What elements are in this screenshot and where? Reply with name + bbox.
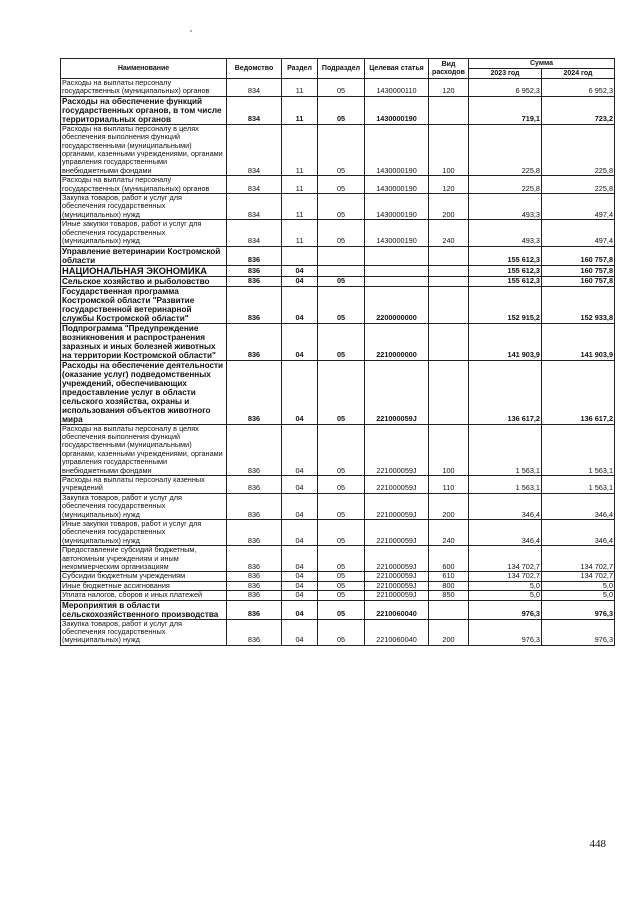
row-2024: 346,4 bbox=[542, 519, 615, 545]
row-2023: 719,1 bbox=[469, 96, 542, 124]
row-razdel: 04 bbox=[282, 265, 318, 276]
row-2024: 134 702,7 bbox=[542, 572, 615, 581]
row-2023: 134 702,7 bbox=[469, 546, 542, 572]
row-target bbox=[365, 246, 429, 265]
row-name: Государственная программа Костромской области "Развитие государственной ветеринарной службы Костромской области" bbox=[61, 286, 227, 323]
row-target: 221000059J bbox=[365, 546, 429, 572]
row-podrazdel: 05 bbox=[318, 519, 365, 545]
row-target: 221000059J bbox=[365, 572, 429, 581]
row-vid bbox=[429, 600, 469, 619]
row-podrazdel: 05 bbox=[318, 96, 365, 124]
row-name: Расходы на выплаты персоналу казенных учреждений bbox=[61, 475, 227, 493]
row-2023: 152 915,2 bbox=[469, 286, 542, 323]
row-2023: 134 702,7 bbox=[469, 572, 542, 581]
row-2024: 976,3 bbox=[542, 600, 615, 619]
row-2024: 5,0 bbox=[542, 591, 615, 600]
row-name: Расходы на обеспечение функций государственных органов, в том числе территориальных органов bbox=[61, 96, 227, 124]
row-name: Расходы на выплаты персоналу государственных (муниципальных) органов bbox=[61, 79, 227, 97]
row-name: Субсидии бюджетным учреждениям bbox=[61, 572, 227, 581]
row-name: Закупка товаров, работ и услуг для обеспечения государственных (муниципальных) нужд bbox=[61, 194, 227, 220]
table-row bbox=[61, 286, 615, 323]
table-row bbox=[61, 276, 615, 286]
row-vedomstvo: 834 bbox=[227, 176, 282, 194]
row-2024: 225,8 bbox=[542, 124, 615, 175]
row-razdel: 04 bbox=[282, 619, 318, 645]
row-vedomstvo: 836 bbox=[227, 246, 282, 265]
row-razdel: 04 bbox=[282, 475, 318, 493]
row-vid: 800 bbox=[429, 581, 469, 590]
row-2023: 155 612,3 bbox=[469, 265, 542, 276]
table-row bbox=[61, 124, 615, 175]
row-2023: 1 563,1 bbox=[469, 424, 542, 475]
row-2024: 497,4 bbox=[542, 220, 615, 246]
row-vedomstvo: 836 bbox=[227, 286, 282, 323]
table-body bbox=[61, 79, 615, 646]
row-vid: 200 bbox=[429, 493, 469, 519]
row-vedomstvo: 836 bbox=[227, 493, 282, 519]
row-name: Иные закупки товаров, работ и услуг для обеспечения государственных (муниципальных) нужд bbox=[61, 519, 227, 545]
row-name: Подпрограмма "Предупреждение возникновения и распространения заразных и иных болезней животных на территории Костромской области" bbox=[61, 323, 227, 360]
row-vid bbox=[429, 246, 469, 265]
row-vedomstvo: 836 bbox=[227, 581, 282, 590]
table-row bbox=[61, 265, 615, 276]
row-2024: 346,4 bbox=[542, 493, 615, 519]
row-target: 221000059J bbox=[365, 360, 429, 424]
row-vid bbox=[429, 286, 469, 323]
row-vid: 600 bbox=[429, 546, 469, 572]
row-target: 221000059J bbox=[365, 424, 429, 475]
row-2024: 141 903,9 bbox=[542, 323, 615, 360]
row-target bbox=[365, 276, 429, 286]
row-2023: 5,0 bbox=[469, 581, 542, 590]
row-vid: 850 bbox=[429, 591, 469, 600]
row-vid bbox=[429, 96, 469, 124]
row-2024: 5,0 bbox=[542, 581, 615, 590]
col-target-header: Целевая статья bbox=[365, 59, 429, 79]
row-vedomstvo: 836 bbox=[227, 360, 282, 424]
row-razdel: 11 bbox=[282, 79, 318, 97]
row-podrazdel: 05 bbox=[318, 475, 365, 493]
table-row bbox=[61, 546, 615, 572]
row-2023: 976,3 bbox=[469, 619, 542, 645]
row-vid: 240 bbox=[429, 220, 469, 246]
col-2023-header: 2023 год bbox=[469, 69, 542, 79]
table-row bbox=[61, 96, 615, 124]
row-vid bbox=[429, 276, 469, 286]
row-target: 2210060040 bbox=[365, 600, 429, 619]
table-row bbox=[61, 79, 615, 97]
row-podrazdel: 05 bbox=[318, 323, 365, 360]
row-razdel: 04 bbox=[282, 519, 318, 545]
row-name: Расходы на выплаты персоналу в целях обеспечения выполнения функций государственными (муниципальными) органами, казенными учреждениями, органами управления государственными внебюджетными фондами bbox=[61, 124, 227, 175]
row-2023: 976,3 bbox=[469, 600, 542, 619]
row-name: Иные бюджетные ассигнования bbox=[61, 581, 227, 590]
row-target: 1430000110 bbox=[365, 79, 429, 97]
row-2024: 1 563,1 bbox=[542, 424, 615, 475]
row-target: 221000059J bbox=[365, 475, 429, 493]
row-podrazdel: 05 bbox=[318, 424, 365, 475]
row-2024: 723,2 bbox=[542, 96, 615, 124]
row-vid: 200 bbox=[429, 194, 469, 220]
row-target: 1430000190 bbox=[365, 220, 429, 246]
row-vedomstvo: 836 bbox=[227, 619, 282, 645]
row-podrazdel: 05 bbox=[318, 572, 365, 581]
row-2023: 6 952,3 bbox=[469, 79, 542, 97]
row-podrazdel: 05 bbox=[318, 286, 365, 323]
row-podrazdel: 05 bbox=[318, 360, 365, 424]
row-vedomstvo: 836 bbox=[227, 276, 282, 286]
row-razdel: 04 bbox=[282, 493, 318, 519]
row-vedomstvo: 836 bbox=[227, 475, 282, 493]
row-razdel: 04 bbox=[282, 276, 318, 286]
row-podrazdel: 05 bbox=[318, 493, 365, 519]
table-row bbox=[61, 360, 615, 424]
table-row bbox=[61, 176, 615, 194]
row-2023: 5,0 bbox=[469, 591, 542, 600]
table-row bbox=[61, 194, 615, 220]
row-name: НАЦИОНАЛЬНАЯ ЭКОНОМИКА bbox=[61, 265, 227, 276]
row-podrazdel: 05 bbox=[318, 619, 365, 645]
row-2023: 155 612,3 bbox=[469, 276, 542, 286]
row-razdel: 04 bbox=[282, 572, 318, 581]
col-podrazdel-header: Подраздел bbox=[318, 59, 365, 79]
row-2024: 160 757,8 bbox=[542, 246, 615, 265]
row-vedomstvo: 834 bbox=[227, 96, 282, 124]
row-target bbox=[365, 265, 429, 276]
row-2024: 160 757,8 bbox=[542, 276, 615, 286]
row-vedomstvo: 834 bbox=[227, 194, 282, 220]
row-razdel: 11 bbox=[282, 194, 318, 220]
row-vedomstvo: 834 bbox=[227, 124, 282, 175]
row-razdel: 04 bbox=[282, 360, 318, 424]
table-row bbox=[61, 246, 615, 265]
row-razdel: 04 bbox=[282, 323, 318, 360]
row-podrazdel: 05 bbox=[318, 581, 365, 590]
row-name: Предоставление субсидий бюджетным, автономным учреждениям и иным некоммерческим организациям bbox=[61, 546, 227, 572]
row-name: Сельское хозяйство и рыболовство bbox=[61, 276, 227, 286]
row-2024: 134 702,7 bbox=[542, 546, 615, 572]
row-vedomstvo: 836 bbox=[227, 424, 282, 475]
row-podrazdel: 05 bbox=[318, 591, 365, 600]
row-target: 1430000190 bbox=[365, 124, 429, 175]
row-vedomstvo: 834 bbox=[227, 220, 282, 246]
row-vid: 610 bbox=[429, 572, 469, 581]
col-2024-header: 2024 год bbox=[542, 69, 615, 79]
row-razdel: 04 bbox=[282, 546, 318, 572]
row-podrazdel: 05 bbox=[318, 79, 365, 97]
table-row bbox=[61, 591, 615, 600]
row-name: Мероприятия в области сельскохозяйственного производства bbox=[61, 600, 227, 619]
row-name: Закупка товаров, работ и услуг для обеспечения государственных (муниципальных) нужд bbox=[61, 619, 227, 645]
row-target: 2210000000 bbox=[365, 323, 429, 360]
row-razdel: 04 bbox=[282, 600, 318, 619]
row-name: Расходы на выплаты персоналу государственных (муниципальных) органов bbox=[61, 176, 227, 194]
row-target: 1430000190 bbox=[365, 194, 429, 220]
row-podrazdel: 05 bbox=[318, 276, 365, 286]
table-row bbox=[61, 519, 615, 545]
row-vid bbox=[429, 323, 469, 360]
row-vid: 100 bbox=[429, 424, 469, 475]
row-target: 1430000190 bbox=[365, 96, 429, 124]
row-razdel bbox=[282, 246, 318, 265]
row-podrazdel: 05 bbox=[318, 124, 365, 175]
row-2023: 1 563,1 bbox=[469, 475, 542, 493]
table-row bbox=[61, 424, 615, 475]
row-razdel: 04 bbox=[282, 581, 318, 590]
row-razdel: 04 bbox=[282, 591, 318, 600]
table-row bbox=[61, 619, 615, 645]
row-podrazdel: 05 bbox=[318, 220, 365, 246]
budget-table bbox=[60, 58, 615, 646]
row-podrazdel bbox=[318, 246, 365, 265]
row-target: 221000059J bbox=[365, 581, 429, 590]
table-header bbox=[61, 59, 615, 79]
row-2023: 141 903,9 bbox=[469, 323, 542, 360]
col-vedomstvo-header: Ведомство bbox=[227, 59, 282, 79]
row-razdel: 11 bbox=[282, 220, 318, 246]
row-2023: 136 617,2 bbox=[469, 360, 542, 424]
table-row bbox=[61, 572, 615, 581]
row-2024: 160 757,8 bbox=[542, 265, 615, 276]
row-target: 221000059J bbox=[365, 591, 429, 600]
row-podrazdel: 05 bbox=[318, 176, 365, 194]
page-number: 448 bbox=[589, 838, 606, 850]
row-2024: 497,4 bbox=[542, 194, 615, 220]
row-2023: 346,4 bbox=[469, 519, 542, 545]
row-2023: 493,3 bbox=[469, 194, 542, 220]
row-name: Уплата налогов, сборов и иных платежей bbox=[61, 591, 227, 600]
table-row bbox=[61, 493, 615, 519]
table-row bbox=[61, 323, 615, 360]
row-2023: 493,3 bbox=[469, 220, 542, 246]
table-row bbox=[61, 475, 615, 493]
row-target: 221000059J bbox=[365, 493, 429, 519]
row-vedomstvo: 836 bbox=[227, 600, 282, 619]
table-row bbox=[61, 220, 615, 246]
row-2023: 225,8 bbox=[469, 124, 542, 175]
row-razdel: 11 bbox=[282, 96, 318, 124]
row-podrazdel: 05 bbox=[318, 600, 365, 619]
row-vedomstvo: 836 bbox=[227, 323, 282, 360]
row-name: Иные закупки товаров, работ и услуг для обеспечения государственных (муниципальных) нужд bbox=[61, 220, 227, 246]
row-vid: 200 bbox=[429, 619, 469, 645]
col-name-header: Наименование bbox=[61, 59, 227, 79]
row-podrazdel bbox=[318, 265, 365, 276]
row-target: 2200000000 bbox=[365, 286, 429, 323]
row-name: Расходы на выплаты персоналу в целях обеспечения выполнения функций государственными (муниципальными) органами, казенными учреждениями, органами управления государственными внебюджетными фондами bbox=[61, 424, 227, 475]
row-vedomstvo: 836 bbox=[227, 546, 282, 572]
row-vedomstvo: 836 bbox=[227, 265, 282, 276]
row-razdel: 04 bbox=[282, 424, 318, 475]
row-vid: 100 bbox=[429, 124, 469, 175]
row-target: 1430000190 bbox=[365, 176, 429, 194]
row-vid: 240 bbox=[429, 519, 469, 545]
col-razdel-header: Раздел bbox=[282, 59, 318, 79]
row-razdel: 11 bbox=[282, 124, 318, 175]
row-2024: 152 933,8 bbox=[542, 286, 615, 323]
row-2023: 155 612,3 bbox=[469, 246, 542, 265]
row-target: 221000059J bbox=[365, 519, 429, 545]
col-summa-header: Сумма bbox=[469, 59, 615, 69]
row-vedomstvo: 836 bbox=[227, 591, 282, 600]
row-vid bbox=[429, 360, 469, 424]
row-vid: 120 bbox=[429, 79, 469, 97]
row-razdel: 04 bbox=[282, 286, 318, 323]
row-vedomstvo: 834 bbox=[227, 79, 282, 97]
row-2023: 225,8 bbox=[469, 176, 542, 194]
row-2024: 6 952,3 bbox=[542, 79, 615, 97]
row-2024: 1 563,1 bbox=[542, 475, 615, 493]
table-row bbox=[61, 600, 615, 619]
scan-speck bbox=[190, 30, 192, 32]
row-name: Расходы на обеспечение деятельности (оказание услуг) подведомственных учреждений, обеспечивающих предоставление услуг в области сельского хозяйства, охраны и использования объектов животного мира bbox=[61, 360, 227, 424]
row-podrazdel: 05 bbox=[318, 546, 365, 572]
row-name: Управление ветеринарии Костромской области bbox=[61, 246, 227, 265]
row-2023: 346,4 bbox=[469, 493, 542, 519]
row-podrazdel: 05 bbox=[318, 194, 365, 220]
row-vid: 110 bbox=[429, 475, 469, 493]
table-row bbox=[61, 581, 615, 590]
row-vedomstvo: 836 bbox=[227, 519, 282, 545]
row-2024: 225,8 bbox=[542, 176, 615, 194]
row-razdel: 11 bbox=[282, 176, 318, 194]
row-target: 2210060040 bbox=[365, 619, 429, 645]
col-vid-header: Вид расходов bbox=[429, 59, 469, 79]
row-2024: 136 617,2 bbox=[542, 360, 615, 424]
row-2024: 976,3 bbox=[542, 619, 615, 645]
row-vid bbox=[429, 265, 469, 276]
row-name: Закупка товаров, работ и услуг для обеспечения государственных (муниципальных) нужд bbox=[61, 493, 227, 519]
row-vid: 120 bbox=[429, 176, 469, 194]
row-vedomstvo: 836 bbox=[227, 572, 282, 581]
